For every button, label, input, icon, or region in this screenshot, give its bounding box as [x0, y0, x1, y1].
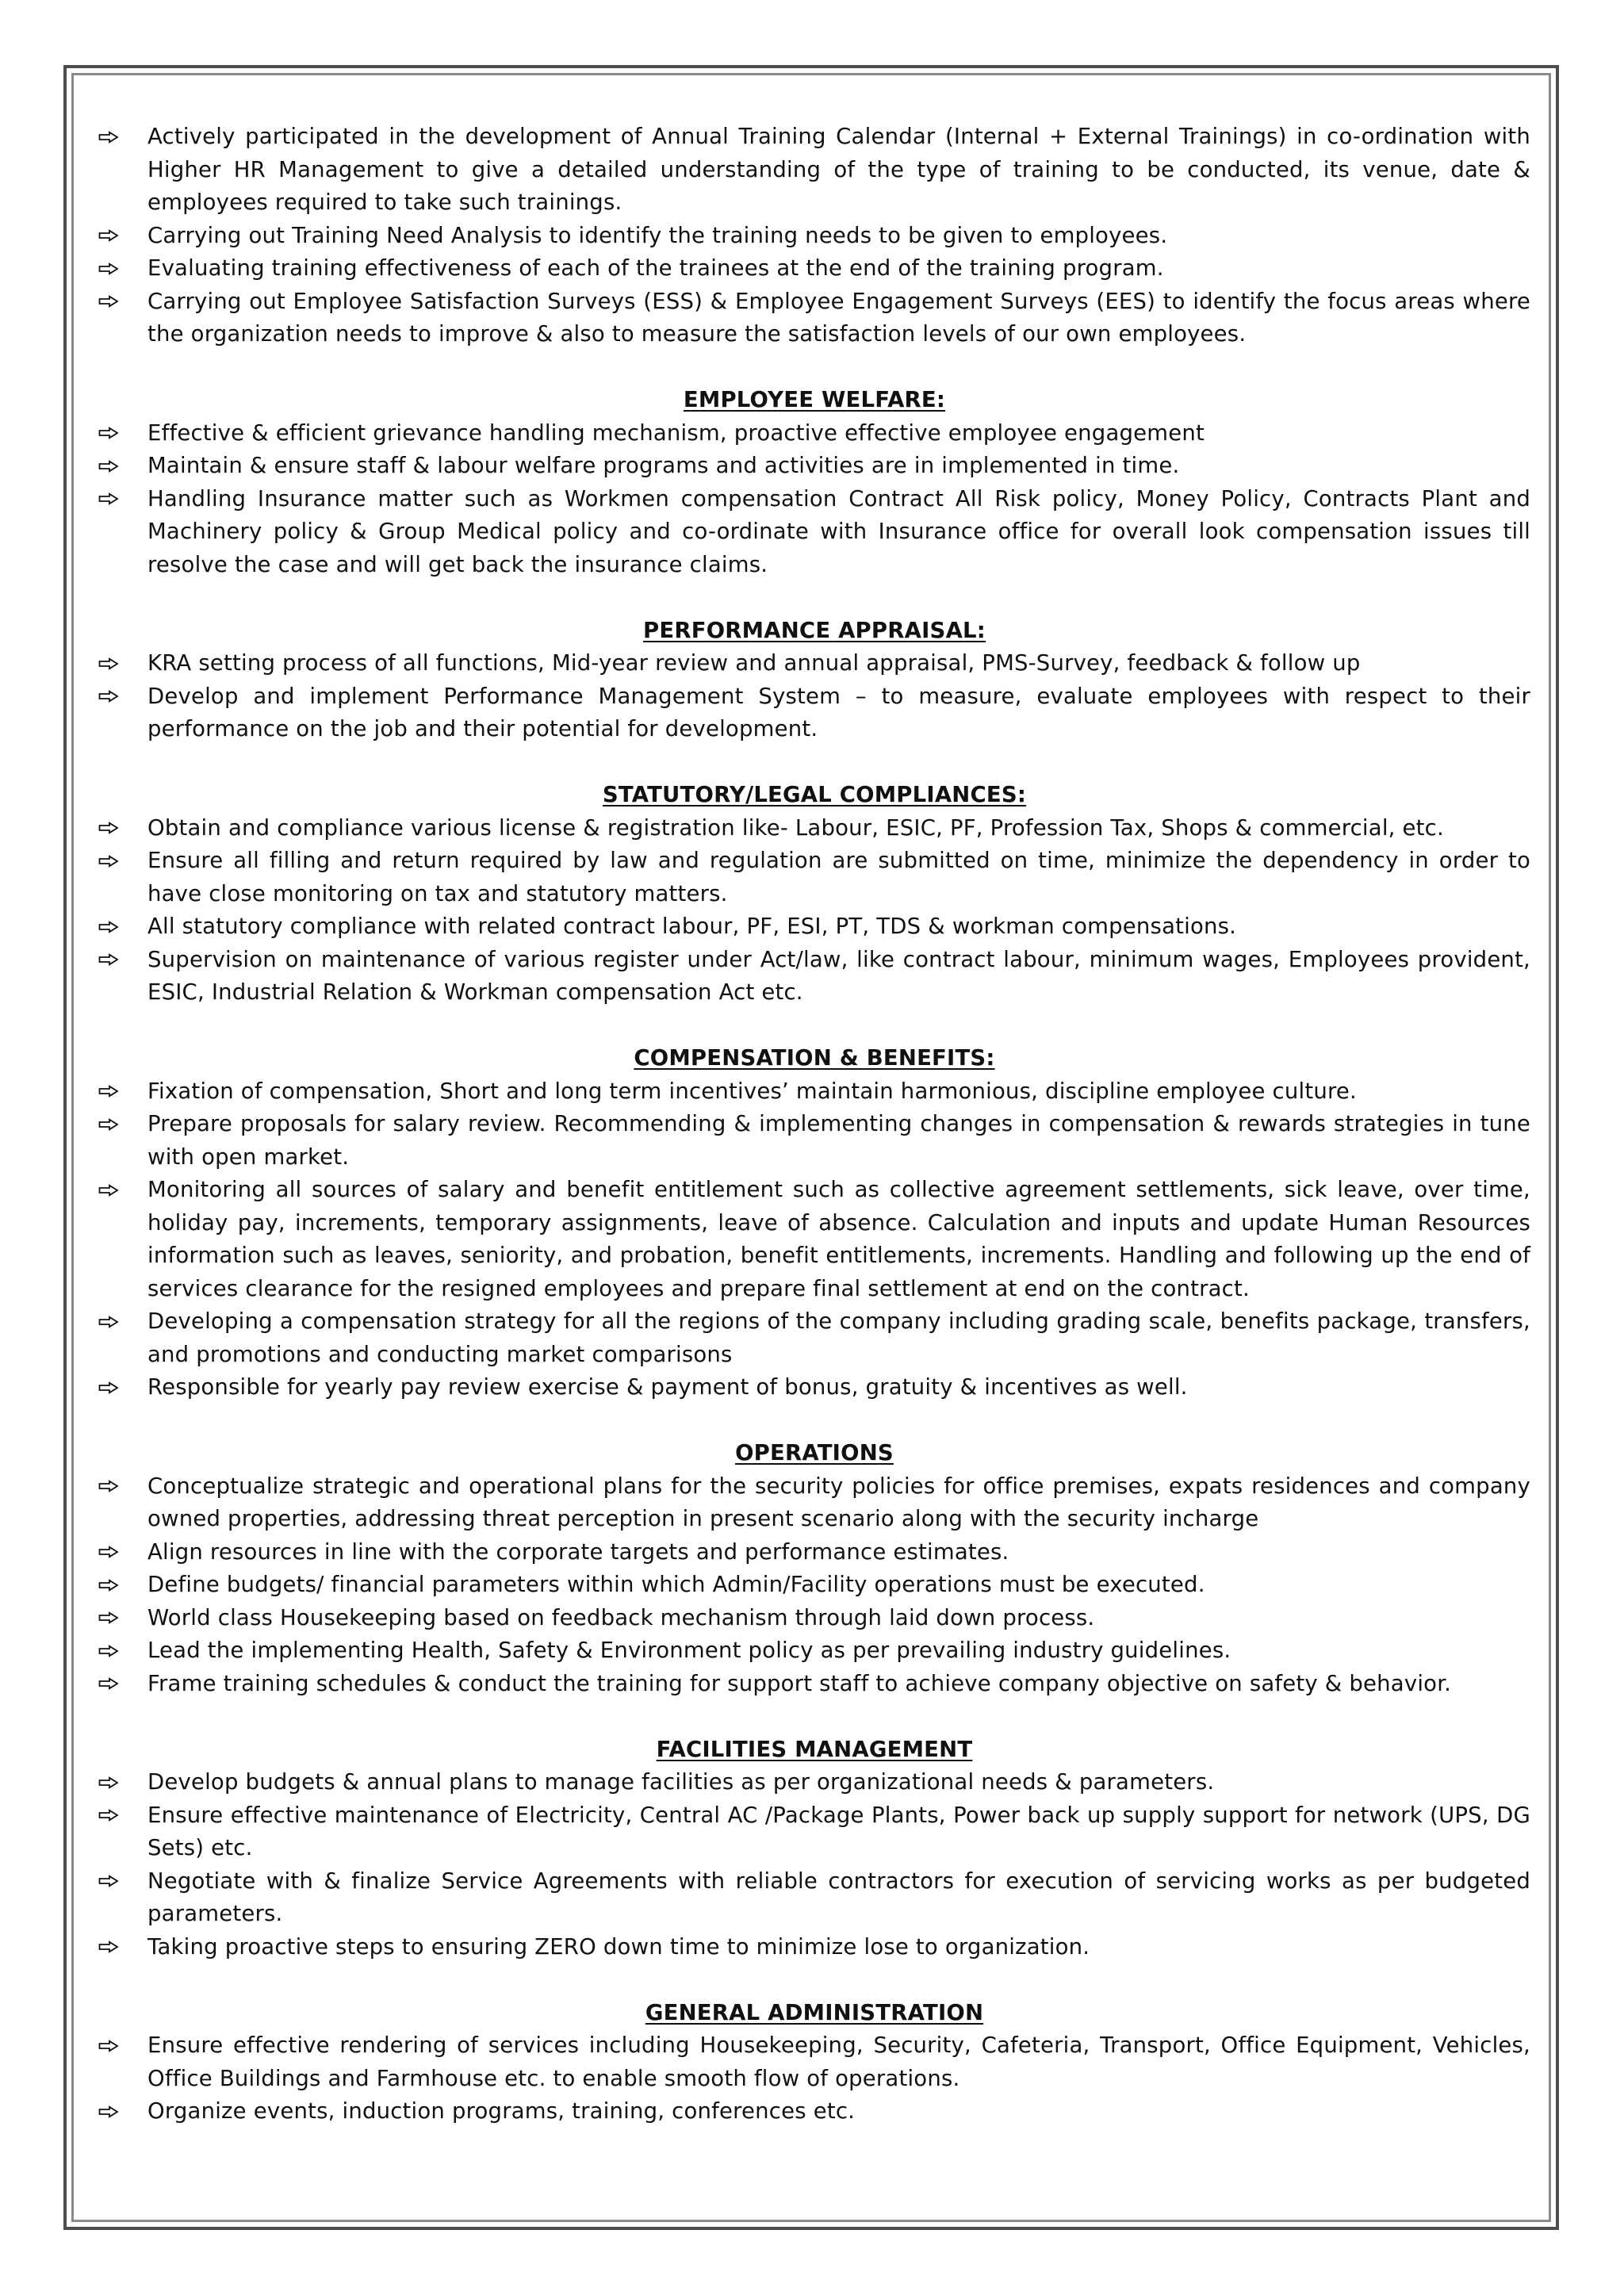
arrow-bullet-icon — [98, 252, 122, 285]
section-heading: PERFORMANCE APPRAISAL: — [643, 617, 986, 643]
section-operations — [98, 1437, 1530, 1700]
list-item — [98, 1174, 1530, 1305]
list-item — [98, 1536, 1530, 1569]
list-item-text: Maintain & ensure staff & labour welfare programs and activities are in implemented in time. — [147, 453, 1180, 478]
arrow-bullet-icon — [98, 910, 122, 944]
list-item — [98, 417, 1530, 450]
arrow-bullet-icon — [98, 647, 122, 680]
arrow-bullet-icon — [98, 2095, 122, 2128]
list-item — [98, 1602, 1530, 1635]
list-item — [98, 1305, 1530, 1371]
list-item — [98, 1865, 1530, 1931]
list-item — [98, 2029, 1530, 2095]
list-item-text: Responsible for yearly pay review exercise & payment of bonus, gratuity & incentives as well. — [147, 1374, 1188, 1400]
list-item-text: Prepare proposals for salary review. Recommending & implementing changes in compensation & rewards strategies in tune with open market. — [147, 1111, 1530, 1170]
list-item — [98, 121, 1530, 220]
list-item-text: Carrying out Employee Satisfaction Surveys (ESS) & Employee Engagement Surveys (EES) to identify the focus areas where the organization needs to improve & also to measure the satisfaction levels of our own employees. — [147, 288, 1530, 347]
bullet-list — [98, 1075, 1530, 1404]
list-item — [98, 1569, 1530, 1602]
section-facilities-management — [98, 1734, 1530, 1964]
list-item — [98, 1799, 1530, 1865]
bullet-list — [98, 121, 1530, 351]
arrow-bullet-icon — [98, 450, 122, 483]
list-item-text: Develop and implement Performance Management System – to measure, evaluate employees with respect to their performance on the job and their potential for development. — [147, 683, 1530, 741]
arrow-bullet-icon — [98, 121, 122, 154]
list-item — [98, 2095, 1530, 2128]
arrow-bullet-icon — [98, 1075, 122, 1109]
section-heading: COMPENSATION & BENEFITS: — [634, 1045, 995, 1071]
list-item-text: Conceptualize strategic and operational plans for the security policies for office premises, expats residences and company owned properties, addressing threat perception in present scenario along with the security incharge — [147, 1473, 1530, 1531]
list-item-text: Obtain and compliance various license & registration like- Labour, ESIC, PF, Profession Tax, Shops & commercial, etc. — [147, 814, 1444, 841]
list-item-text: Carrying out Training Need Analysis to identify the training needs to be given to employees. — [147, 222, 1168, 248]
arrow-bullet-icon — [98, 285, 122, 319]
section-compensation-benefits — [98, 1042, 1530, 1404]
arrow-bullet-icon — [98, 1108, 122, 1141]
list-item — [98, 1075, 1530, 1109]
section-statutory-legal-compliances — [98, 779, 1530, 1010]
bullet-list — [98, 647, 1530, 746]
list-item-text: Ensure all filling and return required by law and regulation are submitted on time, minimize the dependency in order to have close monitoring on tax and statutory matters. — [147, 848, 1530, 906]
list-item-text: Define budgets/ financial parameters within which Admin/Facility operations must be executed. — [147, 1572, 1205, 1597]
list-item-text: Handling Insurance matter such as Workmen compensation Contract All Risk policy, Money Policy, Contracts Plant and Machinery policy & Group Medical policy and co-ordinate with Insurance office for overall look compensation issues till resolve the case and will get back the insurance claims. — [147, 485, 1530, 577]
list-item-text: World class Housekeeping based on feedback mechanism through laid down process. — [147, 1604, 1095, 1630]
list-item — [98, 944, 1530, 1010]
arrow-bullet-icon — [98, 1634, 122, 1668]
section-general-administration — [98, 1997, 1530, 2128]
bullet-list — [98, 2029, 1530, 2128]
arrow-bullet-icon — [98, 483, 122, 516]
bullet-list — [98, 417, 1530, 582]
list-item-text: Monitoring all sources of salary and benefit entitlement such as collective agreement settlements, sick leave, over time, holiday pay, increments, temporary assignments, leave of absence. Calculation and inputs and update Human Resources information such as leaves, seniority, and probation, benefit entitlements, increments. Handling and following up the end of services clearance for the resigned employees and prepare final settlement at end on the contract. — [147, 1177, 1530, 1301]
list-item-text: Developing a compensation strategy for all the regions of the company including grading scale, benefits package, transfers, and promotions and conducting market comparisons — [147, 1308, 1530, 1367]
section-heading: GENERAL ADMINISTRATION — [645, 1999, 984, 2025]
list-item — [98, 1371, 1530, 1404]
list-item — [98, 1634, 1530, 1668]
bullet-list — [98, 1470, 1530, 1701]
arrow-bullet-icon — [98, 1602, 122, 1635]
list-item-text: Ensure effective maintenance of Electricity, Central AC /Package Plants, Power back up supply support for network (UPS, DG Sets) etc. — [147, 1802, 1530, 1860]
list-item-text: All statutory compliance with related contract labour, PF, ESI, PT, TDS & workman compensations. — [147, 914, 1237, 939]
list-item-text: Organize events, induction programs, training, conferences etc. — [147, 2098, 856, 2124]
list-item-text: Effective & efficient grievance handling mechanism, proactive effective employee engagement — [147, 420, 1205, 446]
list-item — [98, 285, 1530, 351]
arrow-bullet-icon — [98, 1174, 122, 1207]
arrow-bullet-icon — [98, 1931, 122, 1964]
list-item-text: Supervision on maintenance of various register under Act/law, like contract labour, minimum wages, Employees provident, ESIC, Industrial Relation & Workman compensation Act etc. — [147, 946, 1530, 1005]
arrow-bullet-icon — [98, 417, 122, 450]
list-item — [98, 680, 1530, 746]
bullet-list — [98, 812, 1530, 1010]
section-heading: STATUTORY/LEGAL COMPLIANCES: — [602, 782, 1027, 807]
list-item — [98, 910, 1530, 944]
list-item — [98, 450, 1530, 483]
list-item-text: Fixation of compensation, Short and long term incentives’ maintain harmonious, discipline employee culture. — [147, 1078, 1357, 1104]
list-item — [98, 483, 1530, 582]
list-item — [98, 220, 1530, 253]
arrow-bullet-icon — [98, 1569, 122, 1602]
list-item-text: Evaluating training effectiveness of each of the trainees at the end of the training program. — [147, 255, 1164, 281]
list-item-text: Negotiate with & finalize Service Agreements with reliable contractors for execution of servicing works as per budgeted parameters. — [147, 1868, 1530, 1926]
list-item — [98, 1108, 1530, 1174]
list-item-text: Develop budgets & annual plans to manage facilities as per organizational needs & parameters. — [147, 1769, 1215, 1795]
list-item — [98, 1931, 1530, 1964]
list-item — [98, 647, 1530, 680]
list-item-text: Align resources in line with the corporate targets and performance estimates. — [147, 1538, 1009, 1565]
bullet-list — [98, 1766, 1530, 1964]
arrow-bullet-icon — [98, 1371, 122, 1404]
list-item-text: Frame training schedules & conduct the training for support staff to achieve company objective on safety & behavior. — [147, 1670, 1452, 1696]
arrow-bullet-icon — [98, 944, 122, 977]
arrow-bullet-icon — [98, 2029, 122, 2063]
list-item-text: Taking proactive steps to ensuring ZERO down time to minimize lose to organization. — [147, 1933, 1090, 1960]
arrow-bullet-icon — [98, 1305, 122, 1339]
arrow-bullet-icon — [98, 1865, 122, 1898]
arrow-bullet-icon — [98, 1536, 122, 1569]
list-item-text: Actively participated in the development of Annual Training Calendar (Internal + External Trainings) in co-ordination with Higher HR Management to give a detailed understanding of the type of training to be conducted, its venue, date & employees required to take such trainings. — [147, 124, 1530, 215]
list-item — [98, 1470, 1530, 1536]
arrow-bullet-icon — [98, 1799, 122, 1833]
list-item — [98, 1766, 1530, 1799]
list-item — [98, 845, 1530, 910]
section-heading: EMPLOYEE WELFARE: — [683, 387, 946, 412]
section-intro — [98, 121, 1530, 351]
arrow-bullet-icon — [98, 680, 122, 714]
arrow-bullet-icon — [98, 1766, 122, 1799]
section-performance-appraisal — [98, 615, 1530, 746]
list-item — [98, 812, 1530, 845]
resume-content — [98, 121, 1530, 2128]
list-item-text: KRA setting process of all functions, Mid-year review and annual appraisal, PMS-Survey, feedback & follow up — [147, 650, 1361, 676]
arrow-bullet-icon — [98, 1668, 122, 1701]
section-heading: FACILITIES MANAGEMENT — [656, 1736, 973, 1762]
arrow-bullet-icon — [98, 220, 122, 253]
list-item — [98, 1668, 1530, 1701]
arrow-bullet-icon — [98, 812, 122, 845]
arrow-bullet-icon — [98, 845, 122, 878]
section-heading: OPERATIONS — [735, 1440, 894, 1466]
list-item-text: Ensure effective rendering of services including Housekeeping, Security, Cafeteria, Transport, Office Equipment, Vehicles, Office Buildings and Farmhouse etc. to enable smooth flow of operations. — [147, 2033, 1530, 2091]
arrow-bullet-icon — [98, 1470, 122, 1504]
list-item — [98, 252, 1530, 285]
section-employee-welfare — [98, 384, 1530, 581]
list-item-text: Lead the implementing Health, Safety & Environment policy as per prevailing industry guidelines. — [147, 1638, 1231, 1663]
